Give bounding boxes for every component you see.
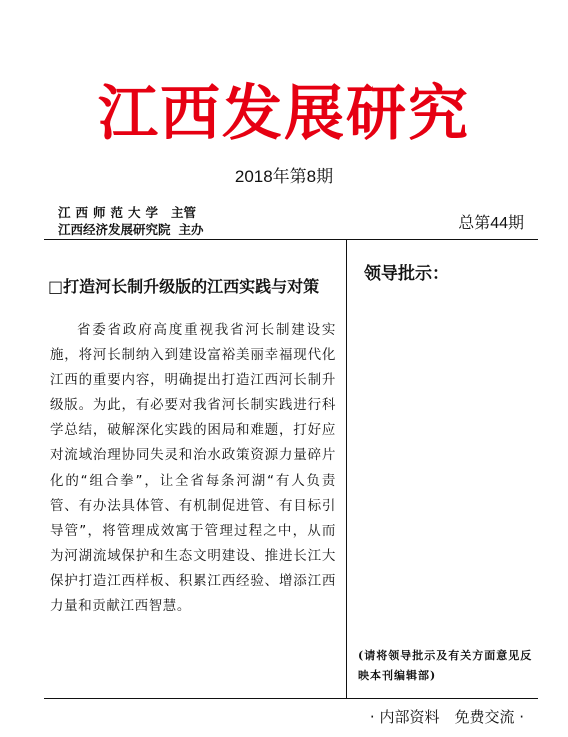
publisher-block bbox=[58, 204, 204, 238]
article-title: □打造河长制升级版的江西实践与对策 bbox=[48, 277, 320, 296]
supervising-role: 主管 bbox=[171, 205, 197, 220]
issue-number: 2018年第8期 bbox=[234, 167, 334, 186]
bottom-rule bbox=[44, 698, 538, 699]
footer-note: · 内部资料 免费交流 · bbox=[369, 708, 524, 726]
article-body: 省委省政府高度重视我省河长制建设实施，将河长制纳入到建设富裕美丽幸福现代化江西的重要内容，明确提出打造江西河长制升级版。为此，有必要对我省河长制实践进行科学总结，破解深化实践的困局和难题，打好应对流域治理协同失灵和治水政策资源力量碎片化的“组合拳”，让全省每条河湖“有人负责管、有办法具体管、有机制促进管、有目标引导管”，将管理成效寓于管理过程之中，从而为河湖流域保护和生态文明建设、推进长江大保护打造江西样板、积累江西经验、增添江西力量和贡献江西智慧。 bbox=[50, 322, 336, 615]
supervising-organization: 江西师范大学 bbox=[58, 205, 164, 220]
sponsoring-role: 主办 bbox=[178, 222, 204, 237]
total-issue-number: 总第44期 bbox=[458, 215, 524, 232]
sponsoring-organization: 江西经济发展研究院 bbox=[58, 222, 171, 237]
leader-instructions-title: 领导批示： bbox=[364, 264, 449, 284]
column-divider bbox=[346, 240, 347, 698]
publisher-row-supervisor bbox=[58, 204, 204, 221]
leader-instructions-note: (请将领导批示及有关方面意见反映本刊编辑部) bbox=[358, 649, 533, 682]
masthead-title: 江西发展研究 bbox=[98, 79, 470, 149]
publisher-row-sponsor bbox=[58, 221, 204, 238]
top-rule bbox=[44, 239, 538, 240]
